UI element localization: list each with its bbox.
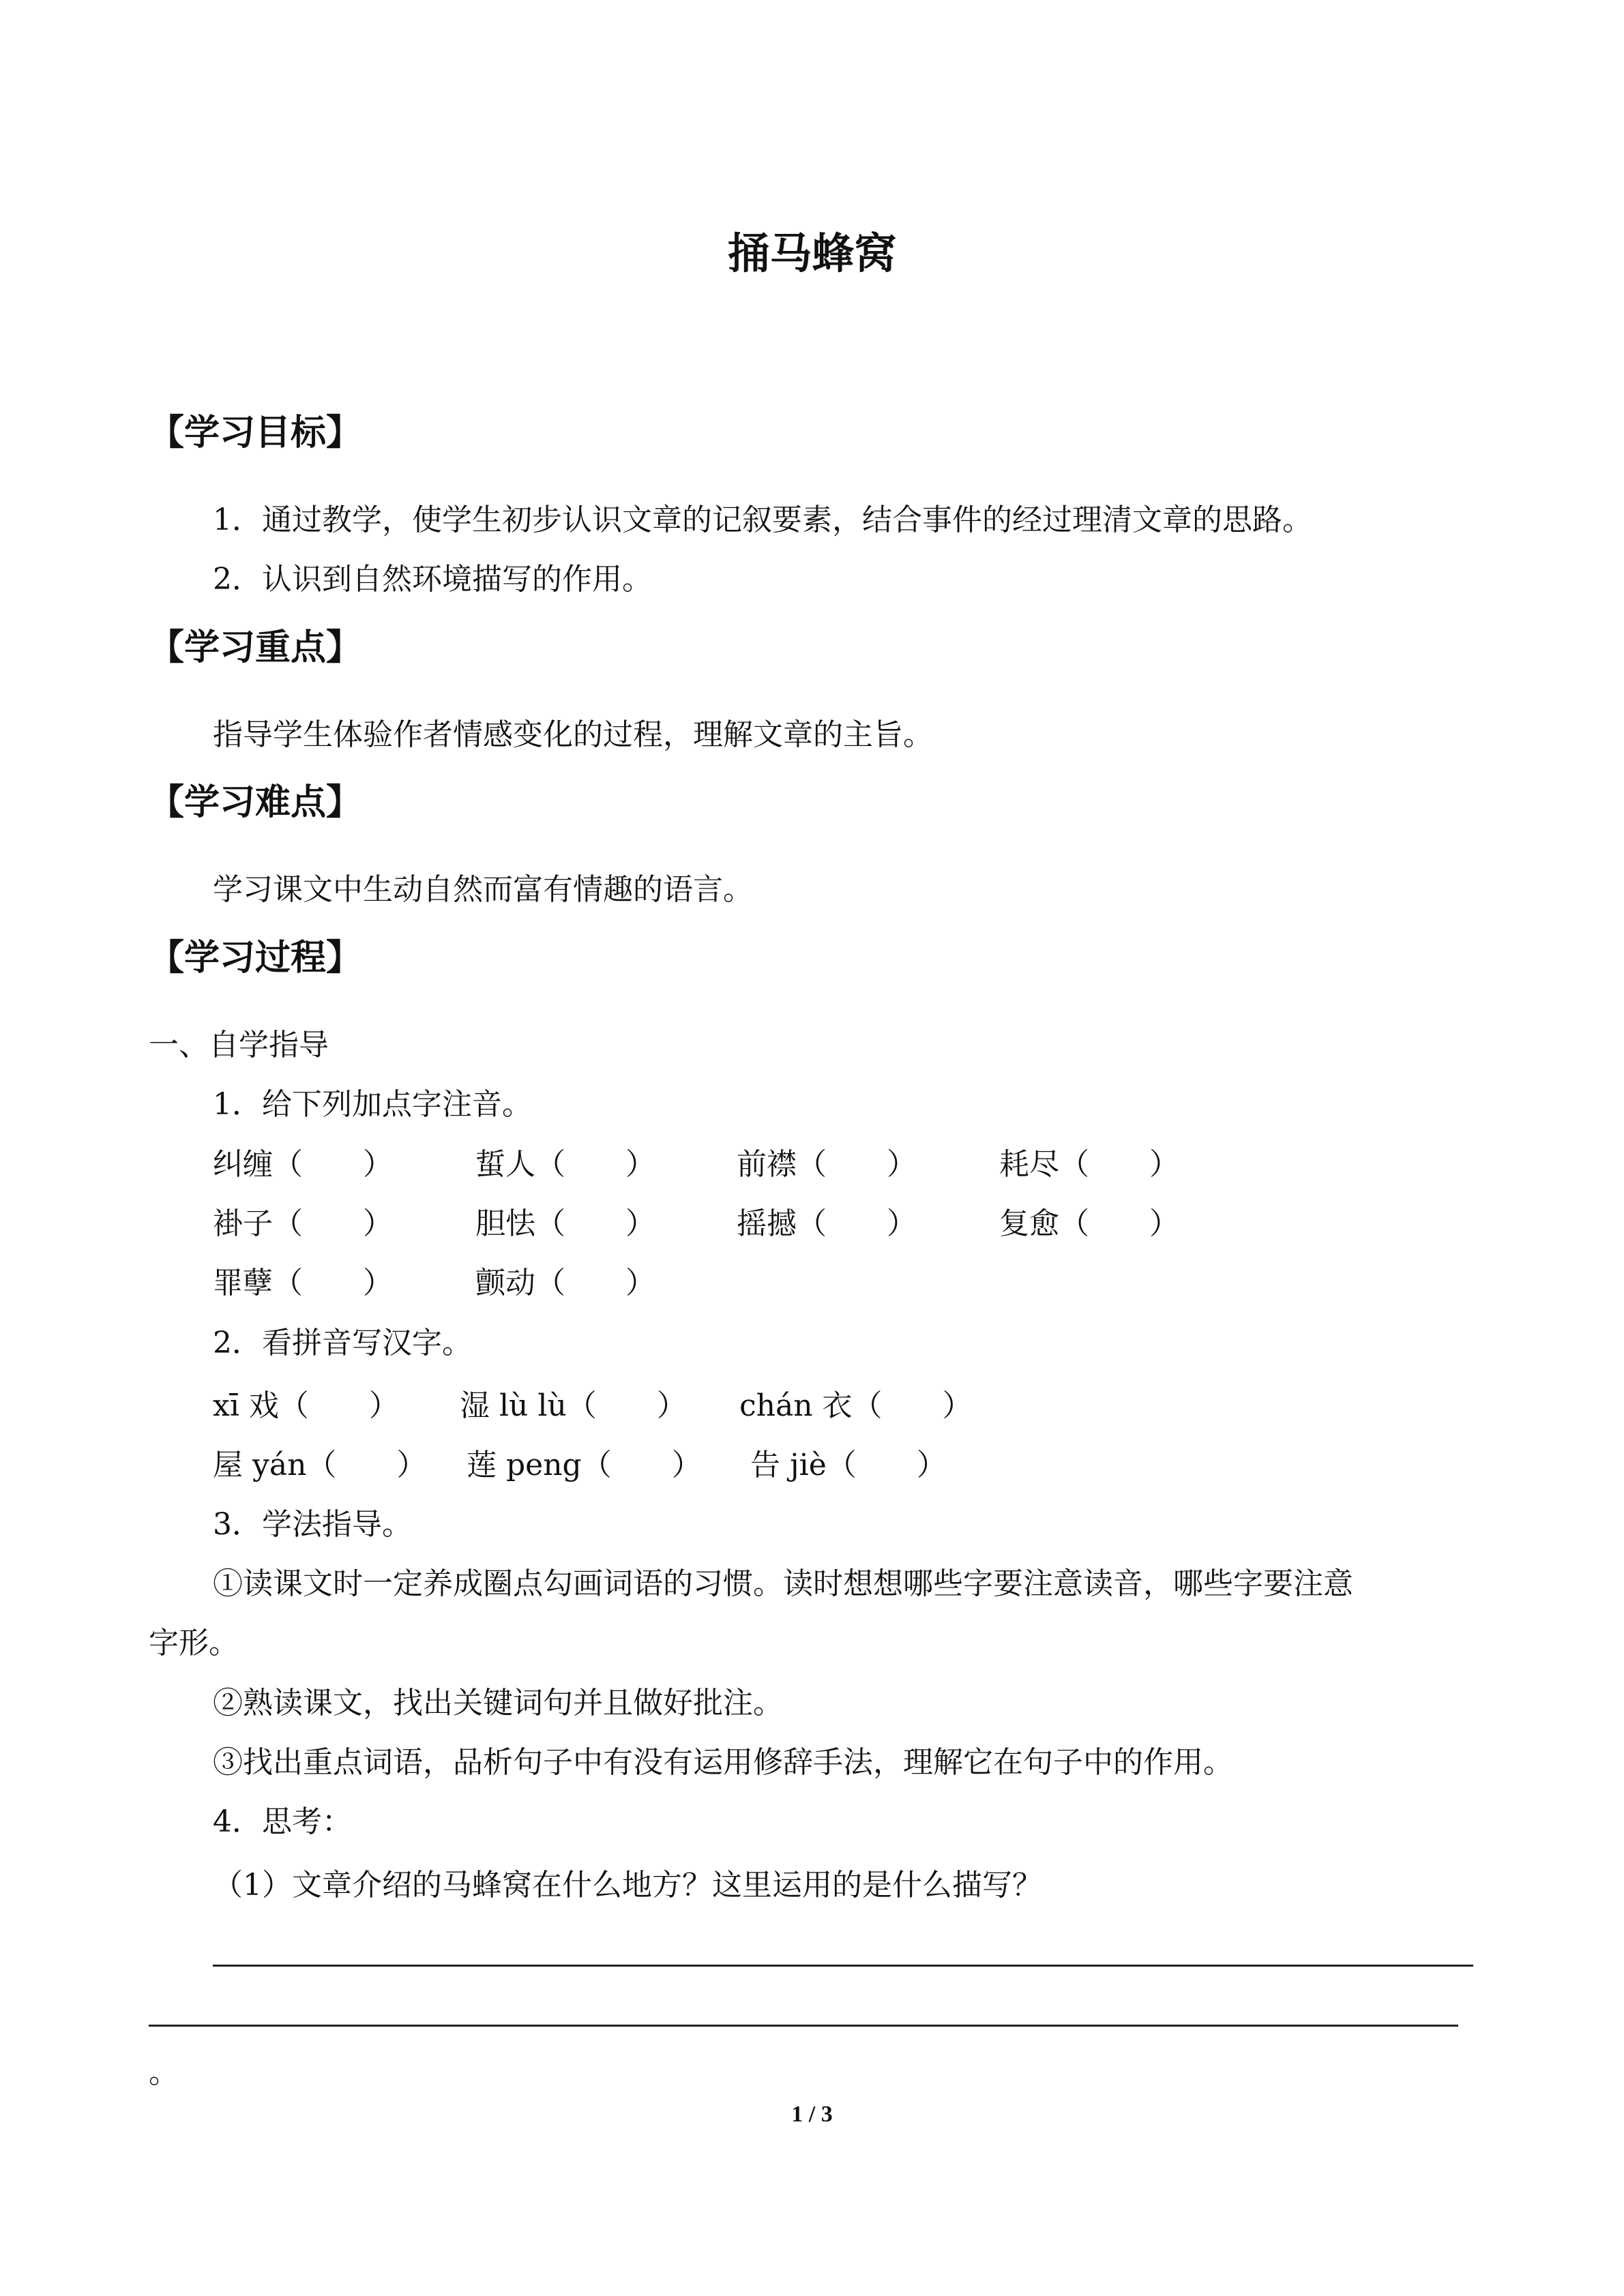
pinyin-item: 耗尽（ ） [999, 1147, 1179, 1182]
hanzi-item: 屋 yán（ ） [213, 1448, 427, 1482]
hanzi-item: xī 戏（ ） [213, 1388, 399, 1423]
question-1-label: 1．给下列加点字注音。 [213, 1087, 532, 1122]
pinyin-item: 前襟（ ） [737, 1147, 917, 1182]
answer-line [149, 2025, 1458, 2027]
goal-item-2: 2．认识到自然环境描写的作用。 [213, 562, 652, 597]
section-heading-process: 【学习过程】 [149, 938, 362, 979]
pinyin-item: 褂子（ ） [213, 1206, 393, 1241]
page-title: 捅马蜂窝 [727, 228, 897, 278]
section-heading-focus: 【学习重点】 [149, 627, 362, 668]
hanzi-item: 湿 lù lù（ ） [460, 1388, 687, 1423]
section-heading-goals: 【学习目标】 [149, 413, 362, 453]
pinyin-item: 罪孽（ ） [213, 1266, 393, 1300]
trailing-period: 。 [149, 2055, 179, 2090]
question-4-sub-1: （1）文章介绍的马蜂窝在什么地方？这里运用的是什么描写？ [213, 1868, 1042, 1903]
question-4-label: 4．思考： [213, 1804, 352, 1839]
method-guide-3: ③找出重点词语，品析句子中有没有运用修辞手法，理解它在句子中的作用。 [213, 1745, 1233, 1780]
pinyin-item: 胆怯（ ） [475, 1206, 655, 1241]
method-guide-1-cont: 字形。 [149, 1626, 239, 1660]
pinyin-item: 颤动（ ） [475, 1266, 655, 1300]
question-3-label: 3．学法指导。 [213, 1507, 412, 1542]
pinyin-item: 摇撼（ ） [737, 1206, 917, 1241]
goal-item-1: 1．通过教学，使学生初步认识文章的记叙要素，结合事件的经过理清文章的思路。 [213, 503, 1312, 537]
difficulty-text: 学习课文中生动自然而富有情趣的语言。 [213, 872, 753, 907]
hanzi-item: chán 衣（ ） [739, 1388, 973, 1423]
pinyin-item: 复愈（ ） [999, 1206, 1179, 1241]
part-heading-self-study: 一、自学指导 [149, 1028, 329, 1062]
method-guide-1: ①读课文时一定养成圈点勾画词语的习惯。读时想想哪些字要注意读音，哪些字要注意 [213, 1566, 1353, 1601]
hanzi-item: 告 jiè（ ） [750, 1448, 947, 1482]
method-guide-2: ②熟读课文，找出关键词句并且做好批注。 [213, 1686, 783, 1720]
section-heading-difficulty: 【学习难点】 [149, 782, 362, 823]
page-number: 1 / 3 [791, 2102, 833, 2127]
answer-line [213, 1965, 1473, 1967]
pinyin-item: 蜇人（ ） [475, 1147, 655, 1182]
pinyin-item: 纠缠（ ） [213, 1147, 393, 1182]
focus-text: 指导学生体验作者情感变化的过程，理解文章的主旨。 [213, 717, 933, 752]
hanzi-item: 莲 peng（ ） [467, 1448, 702, 1482]
question-2-label: 2．看拼音写汉字。 [213, 1326, 472, 1360]
